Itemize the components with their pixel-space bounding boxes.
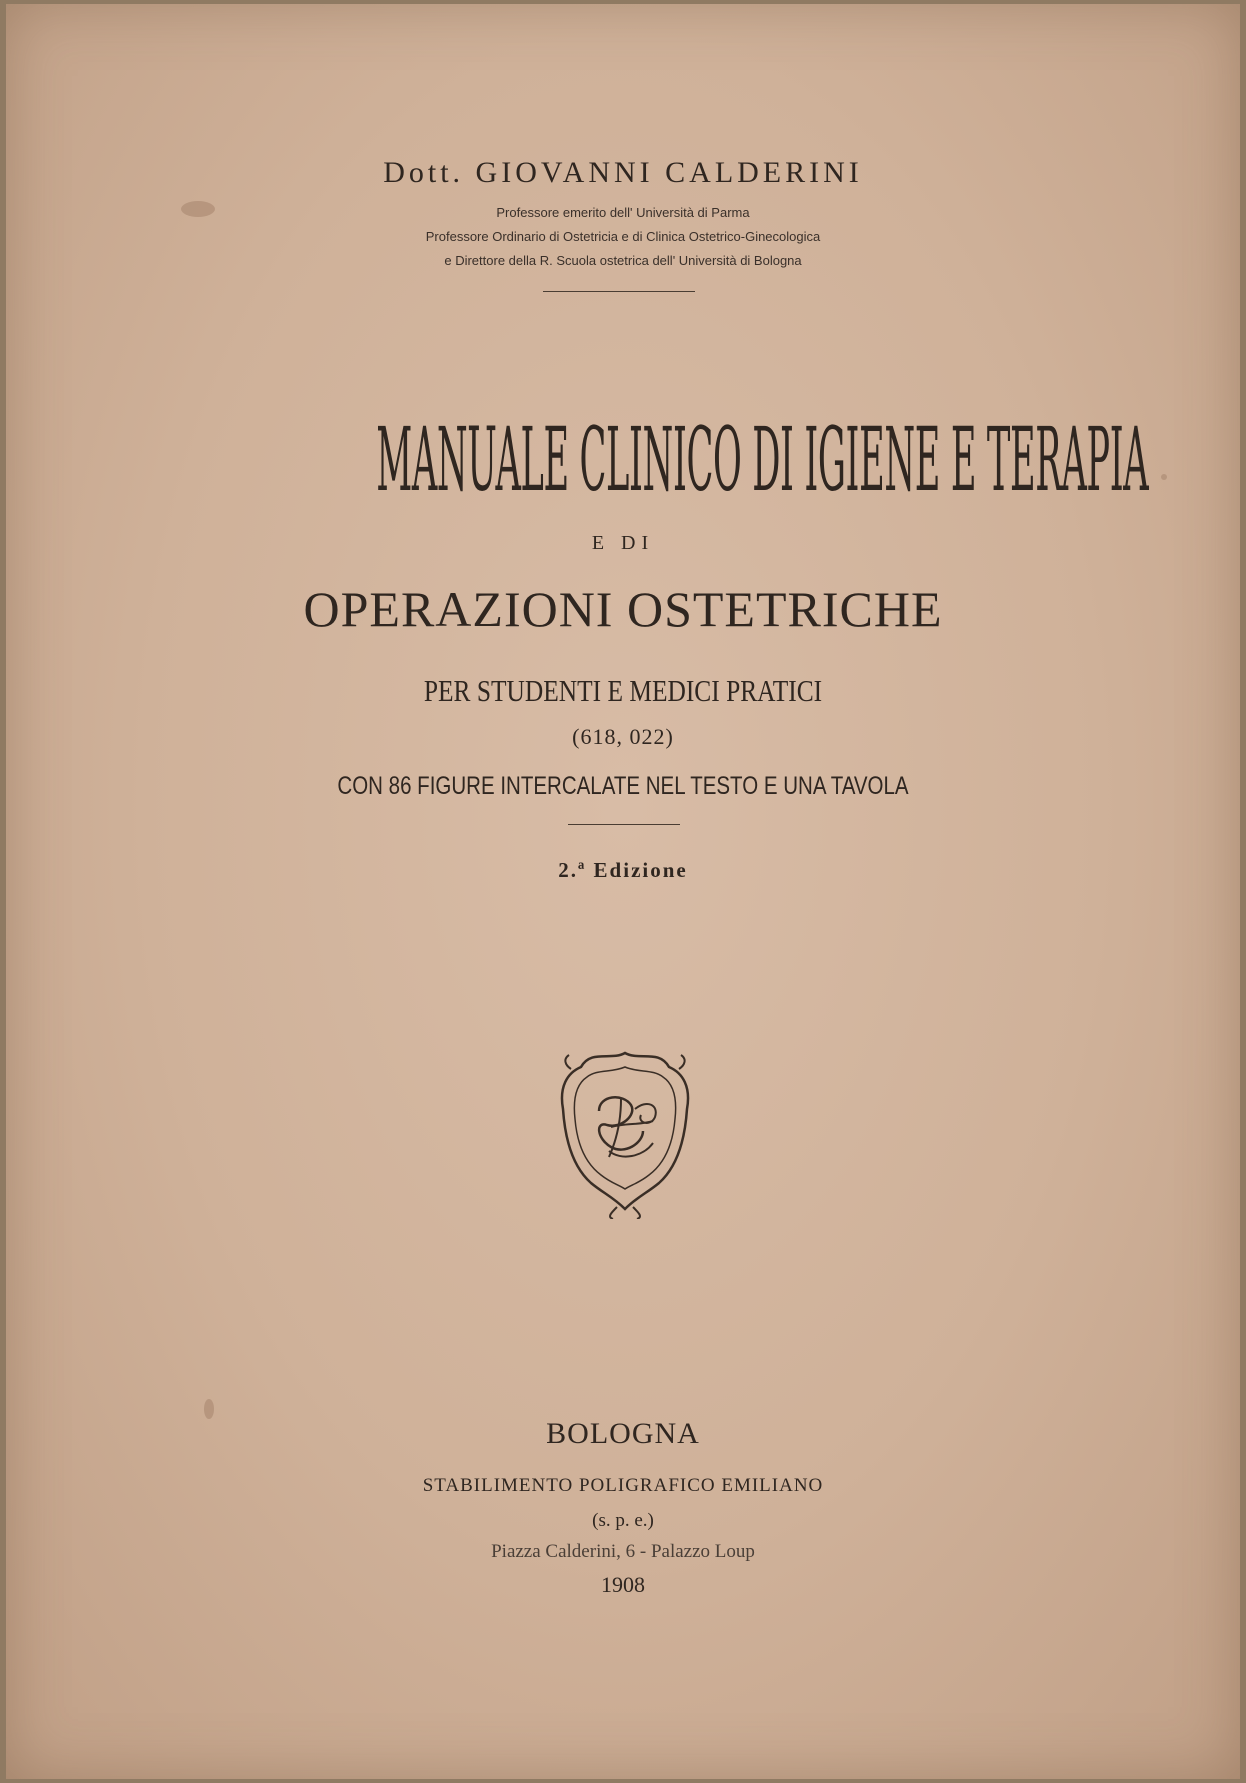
imprint-year: 1908 [601,1572,645,1597]
divider [568,824,680,825]
author-affiliation: e Direttore della R. Scuola ostetrica dell' Università di Bologna [444,253,802,268]
title-connector: E DI [591,532,655,554]
divider [543,291,695,292]
author-affiliation: Professore Ordinario di Ostetricia e di Clinica Ostetrico-Ginecologica [425,229,821,244]
imprint-printer: STABILIMENTO POLIGRAFICO EMILIANO [422,1475,824,1496]
author-affiliation: Professore emerito dell' Università di Parma [496,205,750,220]
book-title: MANUALE CLINICO DI IGIENE E TERAPIA [376,408,1149,511]
publisher-monogram-emblem [551,1039,699,1219]
paper-stain [1161,474,1167,480]
edition-label: 2.ª Edizione [558,858,688,882]
figures-note: CON 86 FIGURE INTERCALATE NEL TESTO E UNA TAVOLA [337,772,909,800]
author-name: Dott. GIOVANNI CALDERINI [383,156,863,189]
book-cover [6,4,1240,1779]
paper-stain [204,1399,214,1419]
imprint-address: Piazza Calderini, 6 - Palazzo Loup [491,1541,755,1562]
imprint-city: BOLOGNA [546,1417,700,1450]
imprint-printer-abbreviation: (s. p. e.) [592,1510,654,1531]
target-audience: PER STUDENTI E MEDICI PRATICI [423,673,823,708]
classification-code: (618, 022) [572,724,674,749]
book-subtitle: OPERAZIONI OSTETRICHE [303,581,943,637]
